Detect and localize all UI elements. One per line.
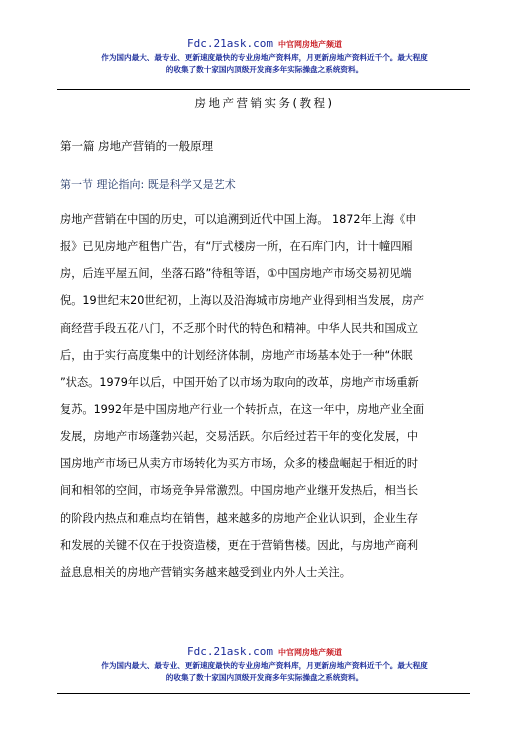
page-footer xyxy=(0,645,529,684)
header-channel-name: 中官网房地产频道 xyxy=(278,40,343,49)
header-site-line xyxy=(0,37,529,52)
footer-channel-name: 中官网房地产频道 xyxy=(278,648,343,657)
body-paragraph xyxy=(60,211,480,591)
body-line: 房地产营销在中国的历史，可以追溯到近代中国上海。 1872年上海《申 xyxy=(60,213,417,226)
document-title: 房地产营销实务(教程) xyxy=(194,96,335,110)
body-line: 益息息相关的房地产营销实务越来越受到业内外人士关注。 xyxy=(60,565,351,579)
body-line: 复苏。1992年是中国房地产行业一个转折点，在这一年中，房地产业全面 xyxy=(60,402,425,416)
part-heading: 第一篇 房地产营销的一般原理 xyxy=(60,139,214,153)
body-line: 的阶段内热点和难点均在销售，越来越多的房地产企业认识到，企业生存 xyxy=(60,511,419,525)
header-description-line-2: 的收集了数十家国内顶级开发商多年实际操盘之系统资料。 xyxy=(165,65,364,74)
page-header xyxy=(0,37,529,76)
header-divider xyxy=(57,89,470,90)
footer-description-line-1: 作为国内最大、最专业、更新速度最快的专业房地产资料库，月更新房地产资料近千个。最大程度 xyxy=(101,661,428,670)
footer-description-line-2: 的收集了数十家国内顶级开发商多年实际操盘之系统资料。 xyxy=(165,673,364,682)
header-site-link[interactable]: Fdc.21ask.com xyxy=(186,37,274,50)
body-line: 发展，房地产市场蓬勃兴起，交易活跃。尔后经过若干年的变化发展，中 xyxy=(60,430,419,444)
body-line: 倪。19世纪末20世纪初，上海以及沿海城市房地产业得到相当发展，房产 xyxy=(60,294,425,308)
body-line: 后，由于实行高度集中的计划经济体制，房地产市场基本处于一种“休眠 xyxy=(60,348,413,362)
header-description-line-1: 作为国内最大、最专业、更新速度最快的专业房地产资料库，月更新房地产资料近千个。最大程度 xyxy=(101,53,428,62)
body-line: ”状态。1979年以后，中国开始了以市场为取向的改革，房地产市场重新 xyxy=(60,375,419,389)
body-line: 报》已见房地产租售广告，有“厅式楼房一所，在石库门内，计十幢四厢 xyxy=(60,240,413,254)
body-line: 间和相邻的空间，市场竞争异常激烈。中国房地产业继开发热后，相当长 xyxy=(60,484,419,498)
body-line: 国房地产市场已从卖方市场转化为买方市场，众多的楼盘崛起于相近的时 xyxy=(60,457,419,471)
body-line: 和发展的关键不仅在于投资造楼，更在于营销售楼。因此，与房地产商利 xyxy=(60,538,419,552)
body-line: 房，后连平屋五间，坐落石路”待租等语，①中国房地产市场交易初见端 xyxy=(60,267,412,281)
footer-site-line xyxy=(0,645,529,660)
footer-site-link[interactable]: Fdc.21ask.com xyxy=(186,645,274,658)
section-heading: 第一节 理论指向: 既是科学又是艺术 xyxy=(60,178,236,191)
body-line: 商经营手段五花八门，不乏那个时代的特色和精神。中华人民共和国成立 xyxy=(60,321,419,335)
footer-divider xyxy=(57,693,470,694)
